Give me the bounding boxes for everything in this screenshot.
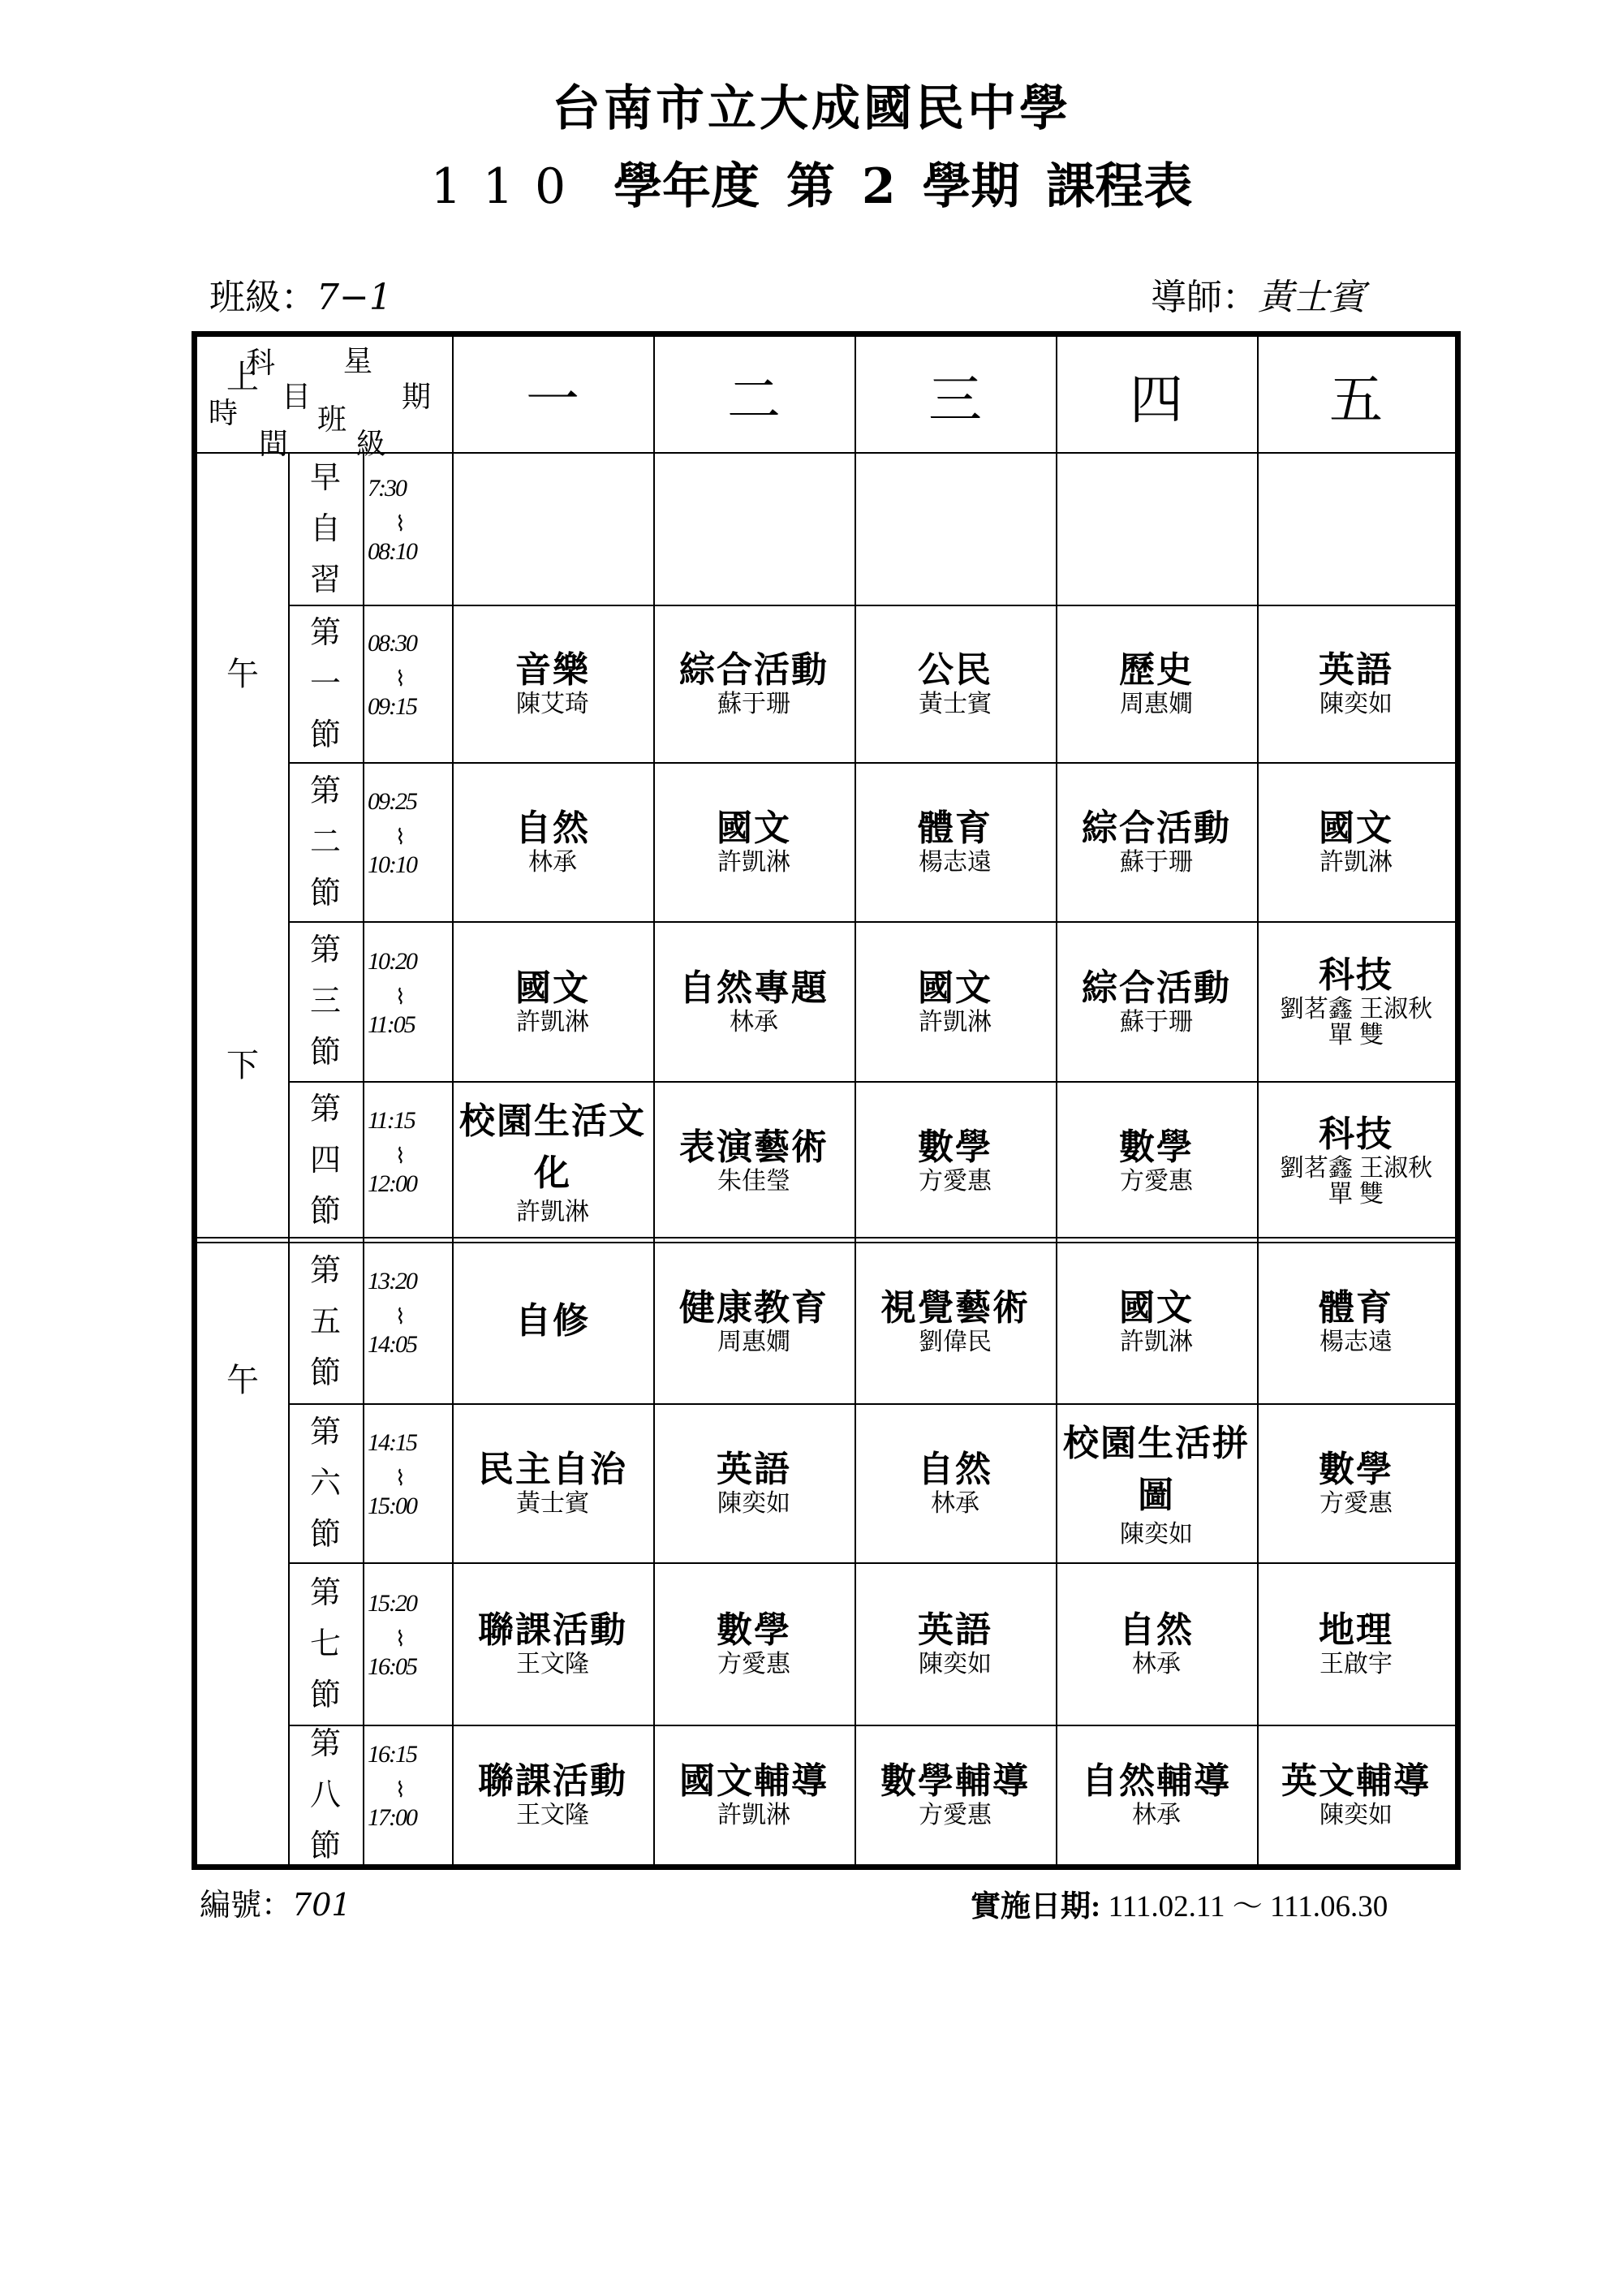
period-start: 14:15 (368, 1429, 416, 1456)
period-name-char: 第 (309, 1574, 341, 1610)
period-range-mark: ⌇ (395, 984, 404, 1009)
subject-name: 自然 (1119, 1609, 1194, 1651)
class-slot[interactable] (1257, 921, 1455, 1081)
day-header: 五 (1329, 368, 1383, 431)
subject-name: 數學 (1319, 1449, 1393, 1490)
teacher-name: 黃士賓 (516, 1490, 589, 1517)
period-name-char: 節 (309, 1676, 341, 1712)
class-slot[interactable] (1257, 1081, 1455, 1239)
class-slot[interactable] (653, 1239, 855, 1403)
corner-char: 目 (282, 381, 312, 414)
week-rotation-note: 單 雙 (1328, 1021, 1384, 1049)
class-slot[interactable] (1056, 1725, 1257, 1864)
teacher-name: 蘇于珊 (1120, 849, 1193, 876)
timetable (192, 331, 1461, 1870)
subject-name: 科技 (1319, 1113, 1393, 1155)
subject-name: 國文 (918, 967, 992, 1009)
subject-name: 綜合活動 (1082, 967, 1231, 1009)
subject-name: 國文 (515, 967, 590, 1009)
class-label: 班級： (209, 277, 316, 318)
subject-name: 科技 (1319, 954, 1393, 996)
class-slot[interactable] (1056, 1562, 1257, 1725)
class-slot[interactable] (1257, 452, 1455, 605)
class-slot[interactable] (452, 1081, 653, 1239)
teacher-name: 周惠嫺 (1120, 691, 1193, 717)
subject-name: 英語 (1319, 649, 1393, 691)
code-value: 701 (292, 1887, 351, 1923)
period-name-char: 第 (309, 932, 341, 967)
period-end: 15:00 (368, 1493, 416, 1519)
teacher-name: 陳奕如 (1319, 691, 1393, 717)
class-slot[interactable] (653, 452, 855, 605)
subject-name: 校園生活文化 (459, 1100, 646, 1194)
subject-name: 聯課活動 (478, 1609, 627, 1651)
date-label: 實施日期: (971, 1890, 1101, 1923)
period-name (288, 1562, 363, 1725)
subject-name: 國文 (717, 808, 791, 849)
subject-name: 體育 (1319, 1287, 1393, 1329)
period-range-mark: ⌇ (395, 1305, 404, 1329)
teacher-name: 蘇于珊 (1120, 1008, 1193, 1036)
period-end: 16:05 (368, 1653, 416, 1680)
subject-name: 自然 (515, 808, 590, 849)
subject-name: 自然輔導 (1082, 1760, 1231, 1802)
class-slot[interactable] (855, 1081, 1056, 1239)
teacher-name: 黃士賓 (919, 691, 992, 717)
period-name-char: 節 (309, 874, 341, 911)
class-slot[interactable] (452, 605, 653, 762)
code-label: 編號： (200, 1887, 293, 1923)
teacher-name: 朱佳瑩 (717, 1167, 790, 1195)
teacher-name: 方愛惠 (717, 1651, 790, 1678)
period-name-char: 節 (309, 1827, 341, 1863)
subject-name: 自然專題 (679, 967, 829, 1009)
subject-name: 自修 (515, 1300, 590, 1342)
teacher-name: 許凱淋 (516, 1198, 589, 1226)
period-name-char: 節 (309, 1193, 341, 1229)
mentor-label: 導師： (1151, 277, 1258, 318)
corner-char: 星 (343, 345, 373, 378)
corner-char: 時 (209, 397, 239, 430)
subject-name: 數學 (918, 1126, 992, 1168)
schedule-title: 課程表 (1046, 158, 1193, 215)
class-slot[interactable] (1056, 1403, 1257, 1562)
class-slot[interactable] (1056, 605, 1257, 762)
teacher-name: 林承 (528, 849, 577, 876)
subject-name: 英文輔導 (1281, 1760, 1431, 1802)
period-name-char: 自 (309, 510, 341, 546)
period-time (363, 605, 452, 762)
class-slot[interactable] (1257, 1562, 1455, 1725)
class-slot[interactable] (452, 921, 653, 1081)
teacher-name: 方愛惠 (1120, 1167, 1193, 1195)
mentor-value: 黃士賓 (1258, 277, 1365, 318)
period-start: 13:20 (368, 1268, 416, 1294)
corner-char: 級 (356, 428, 386, 461)
period-time (363, 1403, 452, 1562)
period-end: 09:15 (368, 693, 416, 720)
subject-name: 綜合活動 (679, 649, 829, 691)
teacher-name: 陳艾琦 (516, 691, 589, 717)
class-slot[interactable] (452, 1562, 653, 1725)
term-prefix: 第 (786, 158, 835, 215)
period-name-char: 第 (309, 1725, 341, 1761)
period-name-char: 第 (309, 1091, 341, 1126)
teacher-name: 陳奕如 (1120, 1521, 1193, 1548)
period-range-mark: ⌇ (395, 1627, 404, 1651)
period-name-char: 六 (309, 1464, 341, 1501)
day-header: 一 (526, 368, 579, 431)
period-end: 08:10 (368, 538, 416, 565)
period-name (288, 762, 363, 921)
class-slot[interactable] (855, 762, 1056, 921)
period-name-char: 四 (309, 1142, 341, 1178)
period-time (363, 921, 452, 1081)
period-end: 10:10 (368, 851, 416, 878)
period-name-char: 一 (309, 665, 341, 701)
period-name (288, 452, 363, 605)
grid-line (1455, 337, 1457, 1864)
period-name (288, 1081, 363, 1239)
corner-char: 間 (259, 428, 289, 461)
class-slot[interactable] (653, 1562, 855, 1725)
teacher-name: 許凱淋 (717, 1802, 790, 1829)
subject-name: 綜合活動 (1082, 808, 1231, 849)
period-range-mark: ⌇ (395, 1778, 404, 1802)
period-time (363, 762, 452, 921)
class-slot[interactable] (452, 762, 653, 921)
period-name-char: 節 (309, 1034, 341, 1070)
teacher-name: 林承 (730, 1008, 778, 1036)
period-start: 16:15 (368, 1741, 416, 1768)
period-start: 08:30 (368, 630, 416, 657)
period-range-mark: ⌇ (395, 667, 404, 691)
class-slot[interactable] (1056, 452, 1257, 605)
date-from: 111.02.11 (1108, 1890, 1225, 1923)
code-info (200, 1880, 351, 1924)
class-slot[interactable] (452, 452, 653, 605)
class-slot[interactable] (653, 1081, 855, 1239)
school-year-label: 學年度 (613, 158, 760, 215)
school-name: 台南市立大成國民中學 (552, 80, 1071, 137)
mentor-info (1151, 268, 1365, 320)
subject-name: 健康教育 (679, 1287, 829, 1329)
class-slot[interactable] (855, 605, 1056, 762)
class-slot[interactable] (653, 605, 855, 762)
period-name-char: 第 (309, 614, 341, 650)
period-name (288, 1725, 363, 1864)
teacher-name: 楊志遠 (1319, 1329, 1393, 1355)
period-name-char: 習 (309, 561, 341, 597)
period-time (363, 1562, 452, 1725)
subject-name: 數學 (717, 1609, 791, 1651)
subject-name: 英語 (717, 1449, 791, 1490)
effective-dates (971, 1881, 1388, 1925)
class-slot[interactable] (452, 1725, 653, 1864)
week-rotation-note: 單 雙 (1328, 1180, 1384, 1208)
class-slot[interactable] (1257, 762, 1455, 921)
period-start: 11:15 (368, 1106, 415, 1134)
teacher-name: 楊志遠 (919, 849, 992, 876)
class-slot[interactable] (855, 1403, 1056, 1562)
period-start: 7:30 (368, 475, 406, 502)
class-slot[interactable] (1257, 1725, 1455, 1864)
period-end: 14:05 (368, 1331, 416, 1358)
period-name-char: 八 (309, 1776, 341, 1812)
teacher-name: 方愛惠 (919, 1802, 992, 1829)
teacher-name: 劉茗鑫 王淑秋 (1279, 995, 1433, 1023)
class-slot[interactable] (1056, 1081, 1257, 1239)
subject-name: 國文輔導 (679, 1760, 829, 1802)
period-name-char: 二 (309, 823, 341, 859)
teacher-name: 林承 (1132, 1651, 1181, 1678)
class-slot[interactable] (1056, 921, 1257, 1081)
teacher-name: 許凱淋 (1319, 849, 1393, 876)
period-end: 12:00 (368, 1170, 416, 1197)
subject-name: 自然 (918, 1449, 992, 1490)
class-slot[interactable] (653, 762, 855, 921)
teacher-name: 王文隆 (516, 1651, 589, 1678)
period-name-char: 七 (309, 1625, 341, 1661)
subject-name: 地理 (1319, 1609, 1393, 1651)
period-name-char: 第 (309, 1251, 341, 1288)
teacher-name: 方愛惠 (919, 1167, 992, 1195)
teacher-name: 周惠嫺 (717, 1329, 790, 1355)
class-slot[interactable] (1257, 605, 1455, 762)
period-name (288, 921, 363, 1081)
teacher-name: 林承 (1132, 1802, 1181, 1829)
period-start: 10:20 (368, 947, 416, 975)
period-end: 11:05 (368, 1010, 415, 1038)
period-name-char: 第 (309, 772, 341, 808)
teacher-name: 許凱淋 (516, 1008, 589, 1036)
period-range-mark: ⌇ (395, 825, 404, 849)
subject-name: 英語 (918, 1609, 992, 1651)
teacher-name: 陳奕如 (717, 1490, 790, 1517)
class-slot[interactable] (1056, 762, 1257, 921)
date-separator: ～ (1232, 1890, 1263, 1923)
class-slot[interactable] (653, 1403, 855, 1562)
period-name-char: 節 (309, 1515, 341, 1552)
subject-name: 校園生活拼圖 (1063, 1423, 1250, 1516)
class-slot[interactable] (855, 1725, 1056, 1864)
period-start: 15:20 (368, 1590, 416, 1617)
corner-char: 科 (246, 347, 276, 380)
period-time (363, 1239, 452, 1403)
period-name (288, 1403, 363, 1562)
class-value: 7−1 (316, 277, 392, 318)
teacher-name: 陳奕如 (919, 1651, 992, 1678)
day-header: 三 (928, 368, 982, 431)
subject-name: 音樂 (515, 649, 590, 691)
period-name-char: 第 (309, 1413, 341, 1450)
corner-char: 期 (402, 381, 432, 414)
class-slot[interactable] (452, 1403, 653, 1562)
teacher-name: 劉偉民 (919, 1329, 992, 1355)
subject-name: 國文 (1119, 1287, 1194, 1329)
subject-name: 民主自治 (478, 1449, 627, 1490)
school-year-number: 110 (430, 158, 588, 215)
class-slot[interactable] (653, 921, 855, 1081)
subject-name: 聯課活動 (478, 1760, 627, 1802)
teacher-name: 許凱淋 (717, 849, 790, 876)
teacher-name: 王文隆 (516, 1802, 589, 1829)
document-title (0, 148, 1623, 218)
class-slot[interactable] (1257, 1239, 1455, 1403)
subject-name: 數學 (1119, 1126, 1194, 1168)
date-to: 111.06.30 (1269, 1890, 1388, 1923)
half-day-label: 午 (226, 1362, 259, 1399)
teacher-name: 王啟宇 (1319, 1651, 1393, 1678)
class-info (209, 268, 392, 320)
subject-name: 表演藝術 (679, 1126, 829, 1168)
teacher-name: 劉茗鑫 王淑秋 (1279, 1154, 1433, 1182)
period-name-char: 節 (309, 1354, 341, 1390)
period-name (288, 605, 363, 762)
period-range-mark: ⌇ (395, 1144, 404, 1168)
teacher-name: 蘇于珊 (717, 691, 790, 717)
subject-name: 數學輔導 (880, 1760, 1030, 1802)
teacher-name: 方愛惠 (1319, 1490, 1393, 1517)
teacher-name: 陳奕如 (1319, 1802, 1393, 1829)
period-name-char: 節 (309, 716, 341, 752)
corner-char: 班 (317, 403, 347, 437)
teacher-name: 林承 (931, 1490, 979, 1517)
half-day-label: 下 (226, 1047, 259, 1084)
half-day-label: 午 (226, 656, 259, 693)
teacher-name: 許凱淋 (1120, 1329, 1193, 1355)
half-day-label: 上 (226, 359, 259, 396)
period-name-char: 三 (309, 983, 341, 1019)
period-time (363, 452, 452, 605)
period-name (288, 1239, 363, 1403)
teacher-name: 許凱淋 (919, 1008, 992, 1036)
day-header: 二 (727, 368, 781, 431)
class-slot[interactable] (855, 1562, 1056, 1725)
period-end: 17:00 (368, 1804, 416, 1831)
period-name-char: 早 (309, 459, 341, 495)
class-slot[interactable] (855, 921, 1056, 1081)
period-range-mark: ⌇ (395, 1467, 404, 1490)
subject-name: 國文 (1319, 808, 1393, 849)
subject-name: 公民 (918, 649, 992, 691)
period-name-char: 五 (309, 1303, 341, 1339)
period-range-mark: ⌇ (395, 512, 404, 536)
class-slot[interactable] (855, 1239, 1056, 1403)
class-slot[interactable] (1056, 1239, 1257, 1403)
period-start: 09:25 (368, 788, 416, 815)
term-suffix: 學期 (922, 158, 1020, 215)
term-number: 2 (861, 158, 896, 215)
class-slot[interactable] (1257, 1403, 1455, 1562)
class-slot[interactable] (653, 1725, 855, 1864)
subject-name: 視覺藝術 (880, 1287, 1030, 1329)
class-slot[interactable] (855, 452, 1056, 605)
class-slot[interactable] (452, 1239, 653, 1403)
period-time (363, 1725, 452, 1864)
subject-name: 體育 (918, 808, 992, 849)
period-time (363, 1081, 452, 1239)
day-header: 四 (1130, 368, 1183, 431)
subject-name: 歷史 (1119, 649, 1194, 691)
